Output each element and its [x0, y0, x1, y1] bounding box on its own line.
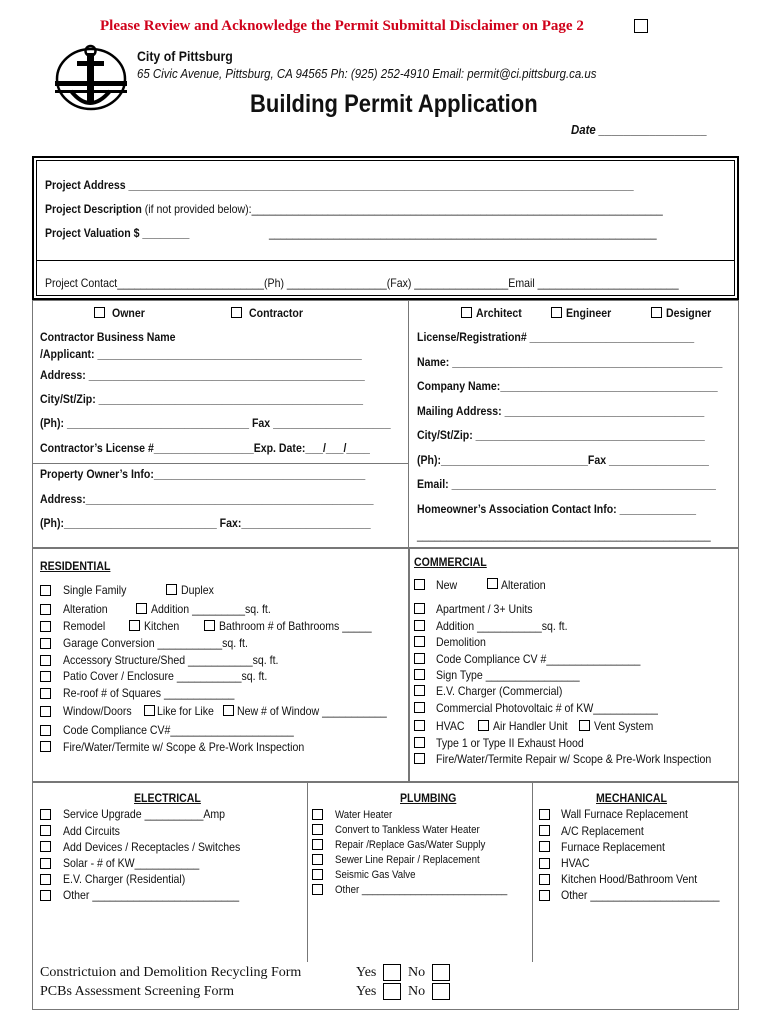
recycling-no-label: No: [408, 965, 426, 980]
accessory-structure-checkbox[interactable]: [40, 655, 51, 666]
mechanical-checkbox[interactable]: [539, 890, 550, 901]
remodel-label: Remodel: [63, 619, 106, 633]
mechanical-checkbox[interactable]: [539, 809, 550, 820]
kitchen-label: Kitchen: [144, 619, 180, 633]
company-name-field[interactable]: Company Name:_____________________________________: [417, 379, 718, 393]
plumbing-checkbox[interactable]: [312, 824, 323, 835]
disclaimer-checkbox[interactable]: [634, 19, 648, 33]
owner-phone-fax-field[interactable]: (Ph):__________________________ Fax:______________________: [40, 516, 371, 530]
commercial-code-compliance-checkbox[interactable]: [414, 653, 425, 664]
kitchen-checkbox[interactable]: [129, 620, 140, 631]
plumbing-checkbox[interactable]: [312, 839, 323, 850]
owner-checkbox[interactable]: [94, 307, 105, 318]
electrical-item: Add Circuits: [63, 824, 120, 838]
photovoltaic-field[interactable]: Commercial Photovoltaic # of KW___________: [436, 701, 658, 715]
contractor-license-field[interactable]: Contractor’s License #_________________Exp. Date:___/___/____: [40, 441, 370, 455]
electrical-heading: ELECTRICAL: [134, 791, 201, 805]
designer-phone-fax-field[interactable]: (Ph):_________________________Fax _________________: [417, 453, 709, 467]
property-owner-field[interactable]: Property Owner’s Info:____________________________________: [40, 467, 366, 481]
plumbing-checkbox[interactable]: [312, 884, 323, 895]
exhaust-hood-checkbox[interactable]: [414, 737, 425, 748]
electrical-item: E.V. Charger (Residential): [63, 872, 186, 886]
like-for-like-checkbox[interactable]: [144, 705, 155, 716]
recycling-yes-checkbox[interactable]: [383, 964, 401, 981]
mechanical-checkbox[interactable]: [539, 858, 550, 869]
recycling-form-label: Constrictuion and Demolition Recycling Form: [40, 965, 302, 980]
recycling-yes-label: Yes: [356, 965, 377, 980]
electrical-item: Solar - # of KW___________: [63, 856, 200, 870]
hvac-checkbox[interactable]: [414, 720, 425, 731]
code-compliance-field[interactable]: Code Compliance CV#_____________________: [63, 723, 294, 737]
project-description-label: Project Description: [45, 202, 142, 216]
owner-label: Owner: [112, 306, 145, 320]
electrical-item: Service Upgrade __________Amp: [63, 807, 226, 821]
contractor-label: Contractor: [249, 306, 303, 320]
patio-cover-checkbox[interactable]: [40, 671, 51, 682]
reroof-checkbox[interactable]: [40, 688, 51, 699]
mechanical-item: Other ______________________: [561, 888, 720, 902]
commercial-new-checkbox[interactable]: [414, 579, 425, 590]
date-field[interactable]: Date _________________: [571, 122, 708, 137]
page-title: Building Permit Application: [250, 90, 538, 118]
anchor-icon: [53, 41, 137, 116]
commercial-fire-water-termite-label: Fire/Water/Termite Repair w/ Scope & Pre-Work Inspection: [436, 752, 712, 766]
plumbing-checkbox[interactable]: [312, 809, 323, 820]
pcbs-form-label: PCBs Assessment Screening Form: [40, 984, 235, 999]
contractor-checkbox[interactable]: [231, 307, 242, 318]
disclaimer-notice: Please Review and Acknowledge the Permit Submittal Disclaimer on Page 2: [100, 18, 584, 34]
new-window-checkbox[interactable]: [223, 705, 234, 716]
air-handler-checkbox[interactable]: [478, 720, 489, 731]
single-family-checkbox[interactable]: [40, 585, 51, 596]
recycling-no-checkbox[interactable]: [432, 964, 450, 981]
owner-address-field[interactable]: Address:_________________________________________________: [40, 492, 374, 506]
electrical-checkbox[interactable]: [40, 841, 51, 852]
plumbing-checkbox[interactable]: [312, 854, 323, 865]
commercial-new-label: New: [436, 578, 458, 592]
electrical-item: Other _________________________: [63, 888, 240, 902]
mechanical-heading: MECHANICAL: [596, 791, 667, 805]
plumbing-item: Convert to Tankless Water Heater: [335, 824, 480, 836]
mechanical-checkbox[interactable]: [539, 825, 550, 836]
patio-cover-field[interactable]: Patio Cover / Enclosure ___________sq. ft.: [63, 669, 268, 683]
vent-system-checkbox[interactable]: [579, 720, 590, 731]
pcbs-no-checkbox[interactable]: [432, 983, 450, 1000]
plumbing-heading: PLUMBING: [400, 791, 457, 805]
city-logo: [53, 41, 137, 116]
electrical-checkbox[interactable]: [40, 858, 51, 869]
project-description-note: (if not provided below):______________________________________________________________________: [141, 202, 663, 216]
window-doors-label: Window/Doors: [63, 704, 132, 718]
apartment-checkbox[interactable]: [414, 603, 425, 614]
mechanical-item: Furnace Replacement: [561, 840, 665, 854]
residential-heading: RESIDENTIAL: [40, 559, 111, 573]
contractor-city-field[interactable]: City/St/Zip: _____________________________________________: [40, 392, 363, 406]
designer-email-field[interactable]: Email: _____________________________________________: [417, 477, 716, 491]
plumbing-item: Repair /Replace Gas/Water Supply: [335, 839, 486, 851]
license-registration-field[interactable]: License/Registration# ____________________________: [417, 330, 695, 344]
commercial-code-compliance-field[interactable]: Code Compliance CV #________________: [436, 652, 641, 666]
plumbing-item: Water Heater: [335, 809, 393, 821]
commercial-alteration-label: Alteration: [501, 578, 546, 592]
mechanical-item: A/C Replacement: [561, 824, 644, 838]
alteration-label: Alteration: [63, 602, 108, 616]
engineer-label: Engineer: [566, 306, 612, 320]
engineer-checkbox[interactable]: [551, 307, 562, 318]
duplex-checkbox[interactable]: [166, 584, 177, 595]
pcbs-yes-label: Yes: [356, 984, 377, 999]
garage-conversion-checkbox[interactable]: [40, 638, 51, 649]
photovoltaic-checkbox[interactable]: [414, 702, 425, 713]
alteration-checkbox[interactable]: [40, 604, 51, 615]
plumbing-item: Sewer Line Repair / Replacement: [335, 854, 480, 866]
contractor-address-field[interactable]: Address: _______________________________________________: [40, 368, 365, 382]
project-description-line[interactable]: __________________________________________________________________: [269, 226, 657, 240]
designer-label: Designer: [666, 306, 712, 320]
electrical-item: Add Devices / Receptacles / Switches: [63, 840, 241, 854]
mechanical-checkbox[interactable]: [539, 874, 550, 885]
code-compliance-checkbox[interactable]: [40, 725, 51, 736]
contractor-phone-fax-field[interactable]: (Ph): _______________________________ Fax ____________________: [40, 416, 391, 430]
mechanical-item: Wall Furnace Replacement: [561, 807, 688, 821]
commercial-alteration-checkbox[interactable]: [487, 578, 498, 589]
new-window-field[interactable]: New # of Window ___________: [237, 704, 387, 718]
mechanical-item: HVAC: [561, 856, 590, 870]
sign-checkbox[interactable]: [414, 669, 425, 680]
window-doors-checkbox[interactable]: [40, 706, 51, 717]
fire-water-termite-label: Fire/Water/Termite w/ Scope & Pre-Work Inspection: [63, 740, 305, 754]
commercial-heading: COMMERCIAL: [414, 555, 487, 569]
plumbing-item: Other ___________________________: [335, 884, 508, 896]
demolition-checkbox[interactable]: [414, 636, 425, 647]
sign-field[interactable]: Sign Type ________________: [436, 668, 580, 682]
architect-checkbox[interactable]: [461, 307, 472, 318]
mailing-address-field[interactable]: Mailing Address: __________________________________: [417, 404, 705, 418]
fire-water-termite-checkbox[interactable]: [40, 741, 51, 752]
pcbs-no-label: No: [408, 984, 426, 999]
plumbing-checkbox[interactable]: [312, 869, 323, 880]
exhaust-hood-label: Type 1 or Type II Exhaust Hood: [436, 736, 584, 750]
air-handler-label: Air Handler Unit: [493, 719, 568, 733]
ev-charger-commercial-checkbox[interactable]: [414, 685, 425, 696]
architect-label: Architect: [476, 306, 522, 320]
remodel-checkbox[interactable]: [40, 621, 51, 632]
pcbs-yes-checkbox[interactable]: [383, 983, 401, 1000]
addition-checkbox[interactable]: [136, 603, 147, 614]
bathroom-field[interactable]: Bathroom # of Bathrooms _____: [219, 619, 372, 633]
accessory-structure-field[interactable]: Accessory Structure/Shed ___________sq. ft.: [63, 653, 279, 667]
reroof-field[interactable]: Re-roof # of Squares ____________: [63, 686, 235, 700]
hoa-contact-line[interactable]: __________________________________________________: [417, 528, 711, 542]
designer-city-field[interactable]: City/St/Zip: _______________________________________: [417, 428, 705, 442]
mechanical-checkbox[interactable]: [539, 841, 550, 852]
project-contact-field[interactable]: Project Contact_________________________(Ph) _________________(Fax) ________________Email ________________________: [45, 276, 679, 290]
applicant-field[interactable]: /Applicant: _____________________________________________: [40, 347, 362, 361]
ev-charger-commercial-label: E.V. Charger (Commercial): [436, 684, 563, 698]
city-contact: 65 Civic Avenue, Pittsburg, CA 94565 Ph: (925) 252-4910 Email: permit@ci.pittsburg.ca.us: [137, 66, 597, 81]
single-family-label: Single Family: [63, 583, 127, 597]
duplex-label: Duplex: [181, 583, 214, 597]
plumbing-item: Seismic Gas Valve: [335, 869, 416, 881]
designer-name-field[interactable]: Name: ______________________________________________: [417, 355, 723, 369]
bathroom-checkbox[interactable]: [204, 620, 215, 631]
designer-checkbox[interactable]: [651, 307, 662, 318]
electrical-checkbox[interactable]: [40, 809, 51, 820]
hoa-contact-field[interactable]: Homeowner’s Association Contact Info: _____________: [417, 502, 696, 516]
city-name: City of Pittsburg: [137, 48, 233, 64]
project-address-field[interactable]: Project Address ______________________________________________________________________________________: [45, 178, 634, 192]
commercial-addition-checkbox[interactable]: [414, 620, 425, 631]
commercial-fire-water-termite-checkbox[interactable]: [414, 753, 425, 764]
electrical-checkbox[interactable]: [40, 874, 51, 885]
garage-conversion-field[interactable]: Garage Conversion ___________sq. ft.: [63, 636, 248, 650]
electrical-checkbox[interactable]: [40, 890, 51, 901]
hvac-label: HVAC: [436, 719, 465, 733]
project-valuation-field[interactable]: Project Valuation $ ________: [45, 226, 190, 240]
apartment-label: Apartment / 3+ Units: [436, 602, 533, 616]
demolition-label: Demolition: [436, 635, 486, 649]
commercial-addition-field[interactable]: Addition ___________sq. ft.: [436, 619, 568, 633]
mechanical-item: Kitchen Hood/Bathroom Vent: [561, 872, 698, 886]
contractor-business-name-label: Contractor Business Name: [40, 330, 176, 344]
electrical-checkbox[interactable]: [40, 825, 51, 836]
like-for-like-label: Like for Like: [157, 704, 214, 718]
vent-system-label: Vent System: [594, 719, 654, 733]
addition-field[interactable]: Addition _________sq. ft.: [151, 602, 271, 616]
project-description-field[interactable]: [45, 202, 663, 216]
